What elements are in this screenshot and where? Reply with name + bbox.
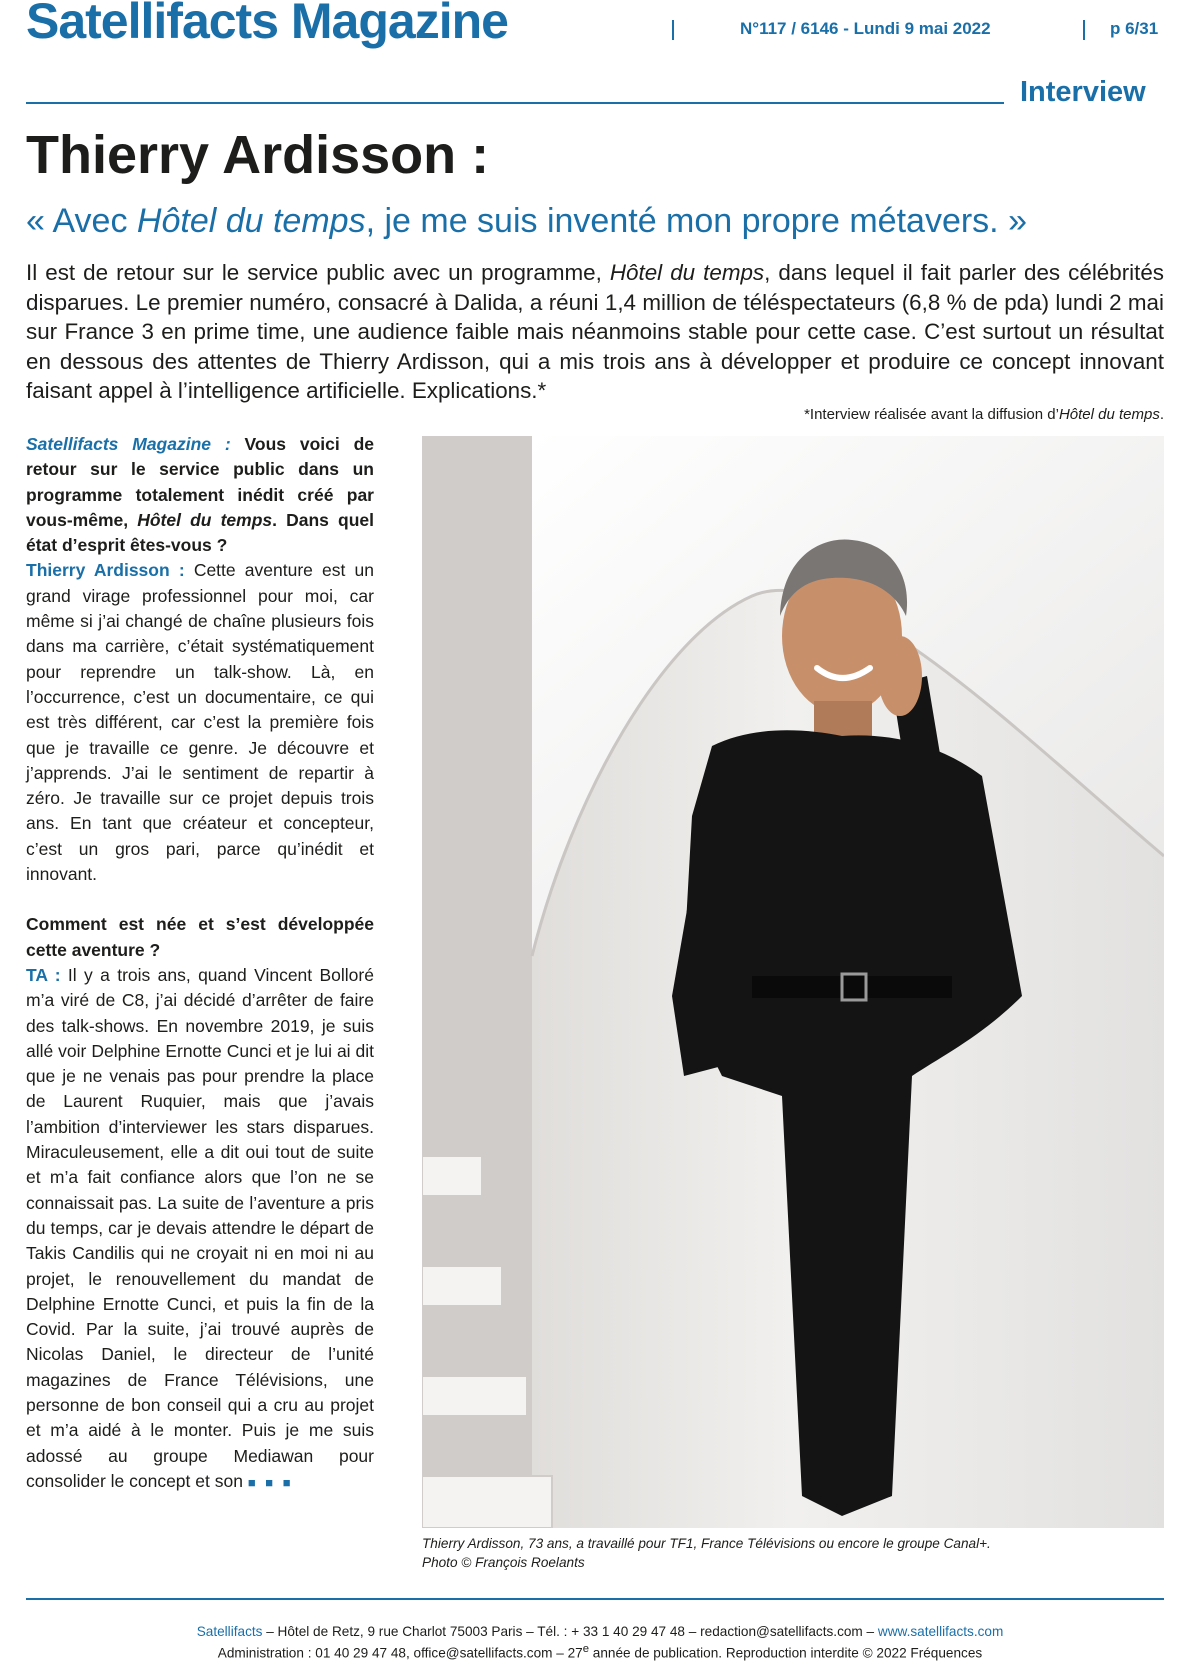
speaker-label: TA : xyxy=(26,964,61,985)
photo-caption: Thierry Ardisson, 73 ans, a travaillé pour TF1, France Télévisions ou encore le groupe Canal+. Photo © François Roelants xyxy=(422,1536,991,1570)
answer-2: TA : Il y a trois ans, quand Vincent Bolloré m’a viré de C8, j’ai décidé d’arrêter de faire des talk-shows. En novembre 2019, je suis allé voir Delphine Ernotte Cunci et je lui ai dit que je ne venais pas pour prendre la place de Laurent Ruquier, mais que j’avais l’ambition d’interviewer les stars disparues. Miraculeusement, elle a dit oui tout de suite et m’a fait confiance alors que l’on ne se connaissait pas. La suite de l’aventure a pris du temps, car je devais attendre le départ de Takis Candilis qui ne croyait ni en moi ni au projet, le renouvellement du mandat de Delphine Ernotte Cunci, et puis la fin de la Covid. Par la suite, j’ai trouvé auprès de Nicolas Daniel, le directeur de l’unité magazines de France Télévisions, une personne de bon conseil qui a cru au projet et m’a aidé à le monter. Puis je me suis adossé au groupe Mediawan pour consolider le concept et son ■ ■ ■ xyxy=(26,963,374,1495)
magazine-title: Satellifacts Magazine xyxy=(26,0,508,49)
speaker-label: Thierry Ardisson : xyxy=(26,560,185,581)
header-rule xyxy=(26,102,1004,104)
section-label: Interview xyxy=(1020,76,1146,108)
answer-1: Thierry Ardisson : Cette aventure est un grand virage professionnel pour moi, car même si j’ai changé de chaîne plusieurs fois dans ma carrière, c’était systématiquement pour reprendre un talk-show. Là, en l’occurrence, c’est un documentaire, ce qui est très différent, car c’est la première fois que je travaille ce genre. Je découvre et j’apprends. J’ai le sentiment de repartir à zéro. Je travaille sur ce projet depuis trois ans. En tant que créateur et concepteur, c’est un gros pari, parce qu’inédit et innovant. xyxy=(26,560,374,885)
question-2: Comment est née et s’est développée cette aventure ? xyxy=(26,914,374,960)
footer-contact: Satellifacts – Hôtel de Retz, 9 rue Charlot 75003 Paris – Tél. : + 33 1 40 29 47 48 – redaction@satellifacts.com – www.satellifacts.com xyxy=(196,1624,1004,1639)
speaker-label: Satellifacts Magazine : xyxy=(26,434,231,454)
website-link[interactable]: www.satellifacts.com xyxy=(877,1624,1004,1639)
portrait-illustration xyxy=(422,436,1164,1528)
article-subtitle-quote: « Avec Hôtel du temps, je me suis inventé mon propre métavers. » xyxy=(26,202,1027,240)
issue-info: N°117 / 6146 - Lundi 9 mai 2022 xyxy=(740,19,991,38)
footer-rule xyxy=(26,1598,1164,1600)
article-intro: Il est de retour sur le service public avec un programme, Hôtel du temps, dans lequel il fait parler des célébrités disparues. Le premier numéro, consacré à Dalida, a réuni 1,4 million de téléspectateurs (6,8 % de pda) lundi 2 mai sur France 3 en prime time, une audience faible mais néanmoins stable pour cette case. C’est surtout un résultat en dessous des attentes de Thierry Ardisson, qui a mis trois ans à développer et produire ce concept innovant faisant appel à l’intelligence artificielle. Explications.* xyxy=(26,260,1164,403)
footer-legal: Administration : 01 40 29 47 48, office@satellifacts.com – 27e année de publication. Reproduction interdite © 2022 Fréquences xyxy=(217,1643,983,1661)
continue-marker-icon: ■ ■ ■ xyxy=(247,1474,294,1490)
intro-footnote: *Interview réalisée avant la diffusion d’Hôtel du temps. xyxy=(804,406,1164,423)
article-title: Thierry Ardisson : xyxy=(26,125,490,185)
masthead-divider xyxy=(672,20,674,40)
masthead-divider xyxy=(1083,20,1085,40)
page-number: p 6/31 xyxy=(1110,19,1159,38)
question-1: Satellifacts Magazine : Vous voici de retour sur le service public dans un programme totalement inédit créé par vous-même, Hôtel du temps. Dans quel état d’esprit êtes-vous ? xyxy=(26,434,374,556)
portrait-photo xyxy=(422,436,1164,1528)
interview-column xyxy=(26,432,374,1495)
